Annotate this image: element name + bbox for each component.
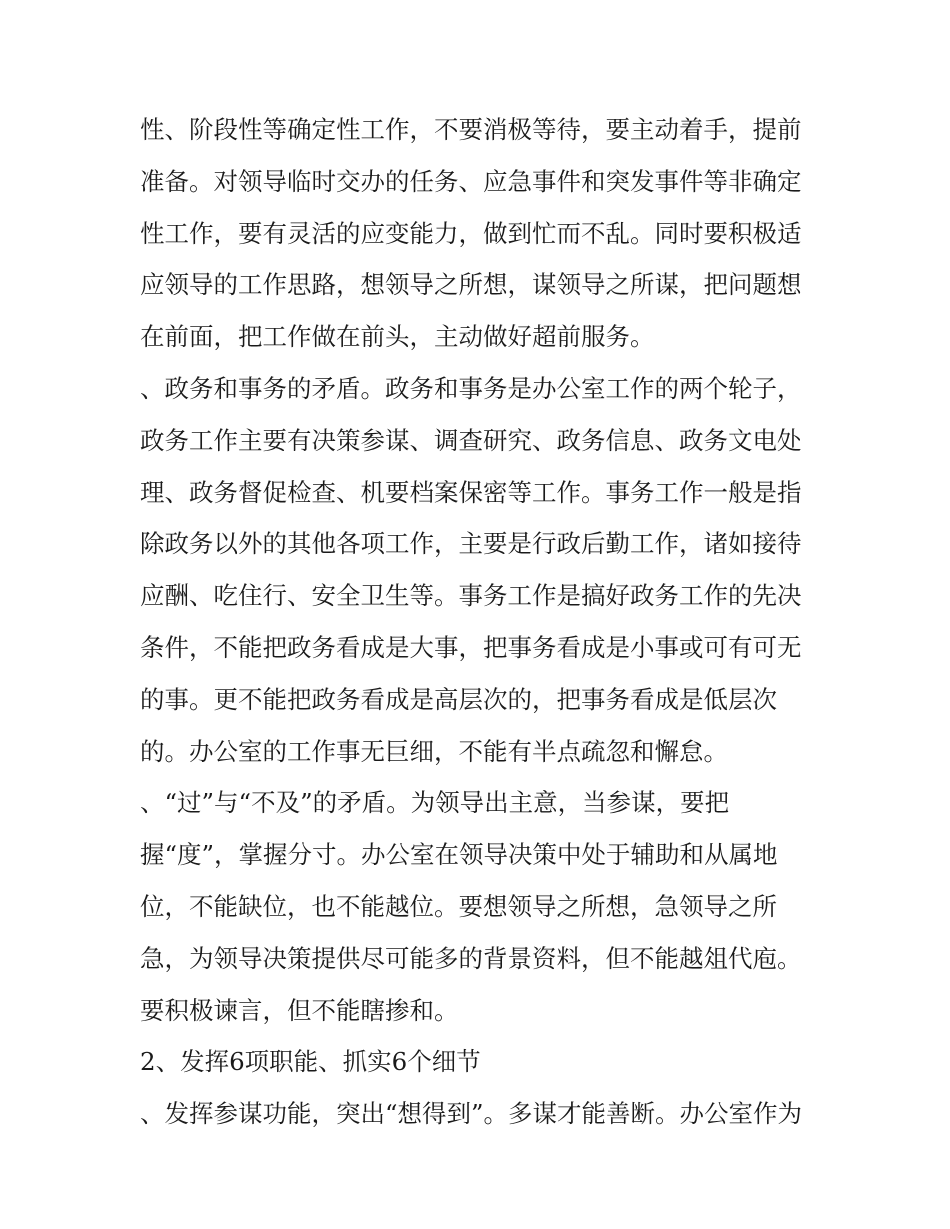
text-line: 的事。更不能把政务看成是高层次的，把事务看成是低层次	[140, 684, 777, 714]
text-line: 急，为领导决策提供尽可能多的背景资料，但不能越俎代庖。	[140, 943, 802, 973]
text-line: 、政务和事务的矛盾。政务和事务是办公室工作的两个轮子，	[140, 373, 802, 403]
text-line: 理、政务督促检查、机要档案保密等工作。事务工作一般是指	[140, 477, 802, 507]
section-heading: 2、发挥6项职能、抓实6个细节	[140, 1047, 481, 1077]
text-line: 握“度”，掌握分寸。办公室在领导决策中处于辅助和从属地	[140, 840, 778, 870]
text-line: 的。办公室的工作事无巨细，不能有半点疏忽和懈怠。	[140, 736, 728, 766]
text-line: 应酬、吃住行、安全卫生等。事务工作是搞好政务工作的先决	[140, 581, 802, 611]
text-line: 在前面，把工作做在前头，主动做好超前服务。	[140, 322, 655, 352]
text-line: 、“过”与“不及”的矛盾。为领导出主意，当参谋，要把	[140, 788, 730, 818]
text-line: 应领导的工作思路，想领导之所想，谋领导之所谋，把问题想	[140, 270, 802, 300]
text-line: 准备。对领导临时交办的任务、应急事件和突发事件等非确定	[140, 166, 802, 196]
text-line: 性、阶段性等确定性工作，不要消极等待，要主动着手，提前	[140, 115, 802, 144]
text-line: 位，不能缺位，也不能越位。要想领导之所想，急领导之所	[140, 891, 777, 921]
body-text	[140, 104, 820, 1140]
text-line: 性工作，要有灵活的应变能力，做到忙而不乱。同时要积极适	[140, 218, 802, 248]
text-line: 条件，不能把政务看成是大事，把事务看成是小事或可有可无	[140, 632, 802, 662]
text-line: 、发挥参谋功能，突出“想得到”。多谋才能善断。办公室作为	[140, 1099, 803, 1129]
text-line: 要积极谏言，但不能瞎掺和。	[140, 995, 459, 1025]
text-line: 除政务以外的其他各项工作，主要是行政后勤工作，诸如接待	[140, 529, 802, 559]
text-line: 政务工作主要有决策参谋、调查研究、政务信息、政务文电处	[140, 425, 802, 455]
